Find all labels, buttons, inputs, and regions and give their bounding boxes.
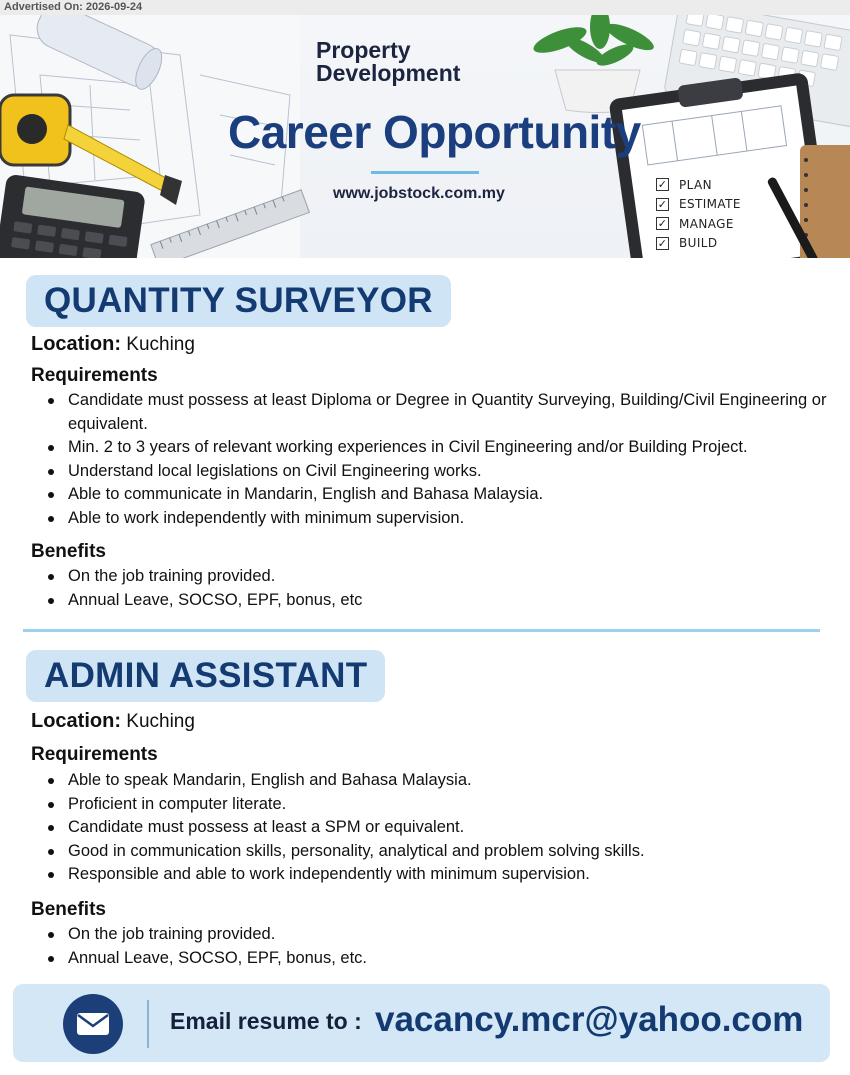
banner-subtitle [316,39,516,85]
list-item: Proficient in computer literate. [48,793,828,817]
banner-subtitle-line1: Property [316,37,411,63]
location-label: Location: [31,333,121,355]
email-address-link[interactable]: vacancy.mcr@yahoo.com [375,1000,804,1039]
benefits-heading: Benefits [31,541,106,562]
requirements-list [48,769,828,887]
list-item: Understand local legislations on Civil Engineering works. [48,460,828,484]
requirements-heading: Requirements [31,365,158,386]
list-item: Responsible and able to work independently with minimum supervision. [48,863,828,887]
checklist-label: BUILD [679,236,718,251]
email-label: Email resume to : [170,1008,362,1034]
benefits-list [48,565,828,612]
location-value: Kuching [126,334,195,355]
checkbox-icon: ✓ [657,217,668,231]
footer-separator [147,1000,149,1048]
checkbox-icon: ✓ [657,178,668,192]
mail-icon [63,994,123,1054]
job-title: ADMIN ASSISTANT [26,650,385,702]
location-label: Location: [31,710,121,732]
list-item: Candidate must possess at least a SPM or equivalent. [48,816,828,840]
checklist-item [656,195,741,215]
location-value: Kuching [126,711,195,732]
list-item: Able to speak Mandarin, English and Bahasa Malaysia. [48,769,828,793]
checklist-item [656,175,741,195]
header-banner [0,15,850,258]
requirements-list [48,389,828,530]
banner-subtitle-line2: Development [316,60,461,86]
job-location [31,710,195,733]
list-item: On the job training provided. [48,565,828,589]
checklist [656,175,741,253]
list-item: Min. 2 to 3 years of relevant working experiences in Civil Engineering and/or Building Project. [48,436,828,460]
job-title: QUANTITY SURVEYOR [26,275,451,327]
headline-underline [371,171,479,174]
list-item: Able to work independently with minimum supervision. [48,507,828,531]
envelope-icon [76,1012,110,1036]
banner-headline: Career Opportunity [228,106,641,158]
checkbox-icon: ✓ [657,197,668,211]
checklist-item [656,234,741,254]
list-item: Able to communicate in Mandarin, English and Bahasa Malaysia. [48,483,828,507]
website-url: www.jobstock.com.my [333,185,505,202]
list-item: Good in communication skills, personality, analytical and problem solving skills. [48,840,828,864]
checklist-label: PLAN [679,177,712,192]
benefits-list [48,923,828,970]
advertised-date: Advertised On: 2026-09-24 [0,0,850,15]
checklist-label: ESTIMATE [679,197,741,212]
list-item: Annual Leave, SOCSO, EPF, bonus, etc. [48,947,828,971]
requirements-heading: Requirements [31,744,158,765]
benefits-heading: Benefits [31,899,106,920]
list-item: Annual Leave, SOCSO, EPF, bonus, etc [48,589,828,613]
checklist-label: MANAGE [679,216,734,231]
list-item: Candidate must possess at least Diploma or Degree in Quantity Surveying, Building/Civil Engineering or equivalent. [48,389,828,436]
checkbox-icon: ✓ [657,236,668,250]
list-item: On the job training provided. [48,923,828,947]
checklist-item [656,214,741,234]
contact-footer [13,984,830,1062]
section-divider [23,629,820,632]
job-location [31,333,195,356]
